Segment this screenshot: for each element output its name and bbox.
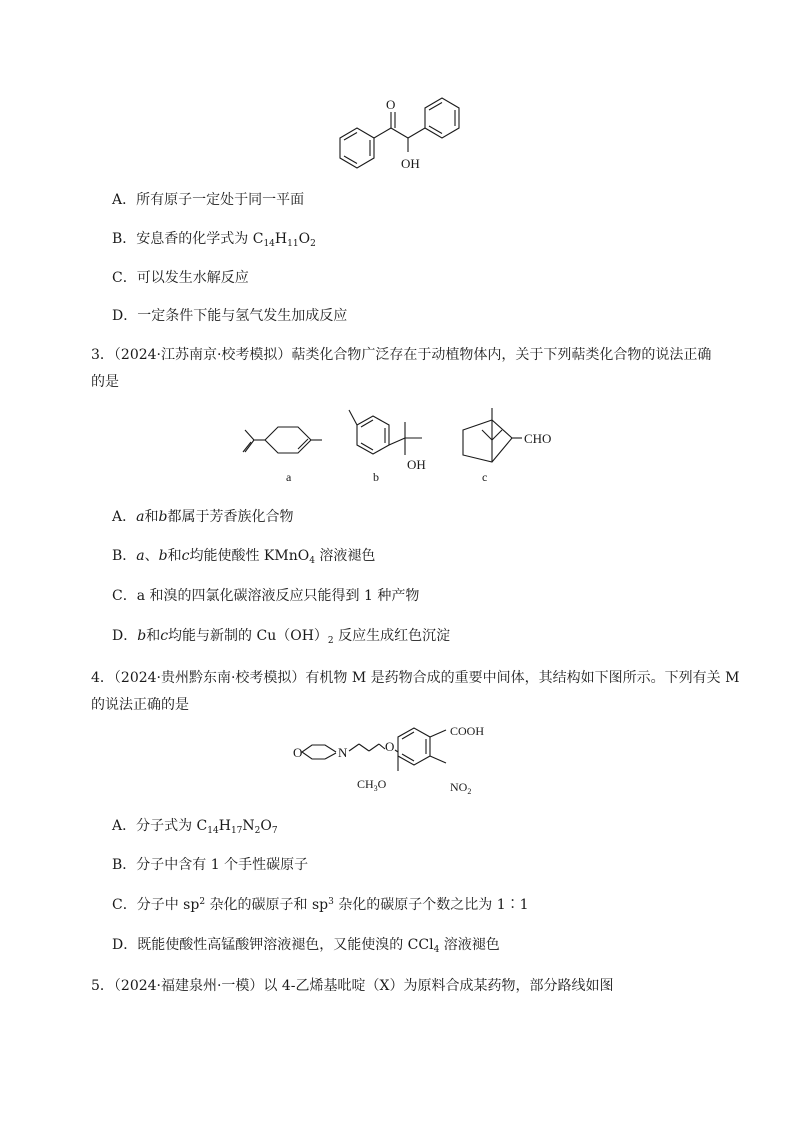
q3-stem-line2: 的是 [91, 374, 119, 390]
q5-stem: 5．（2024·福建泉州·一模）以 4-乙烯基吡啶（X）为原料合成某药物，部分路线如图 [91, 978, 614, 994]
q4-option-a: A．分子式为 $C_{14}H_{17}N_2O_7$ [112, 818, 278, 836]
cooh-label: COOH [450, 724, 485, 738]
q4-option-b: B．分子中含有 1 个手性碳原子 [112, 857, 309, 873]
morpholine-o-label: O [293, 745, 303, 760]
q3-option-d: D．b和c均能与新制的 $Cu(OH)_2$ 反应生成红色沉淀 [112, 628, 451, 646]
carbonyl-o-label: O [386, 97, 396, 112]
q3-stem-line1: 3．（2024·江苏南京·校考模拟）萜类化合物广泛存在于动植物体内，关于下列萜类化合物的说法正确 [91, 347, 712, 363]
q3-option-b: B．a、b和c均能使酸性 KMnO$_4$ 溶液褪色 [112, 548, 376, 566]
terpene-b-oh-label: OH [407, 457, 426, 472]
terpene-a-label: a [286, 470, 292, 484]
terpene-c-cho-label: CHO [524, 431, 552, 446]
q4-stem-line2: 的说法正确的是 [91, 697, 189, 713]
q4-option-c: C．分子中 $sp^2$ 杂化的碳原子和 $sp^3$ 杂化的碳原子个数之比为 1∶1 [112, 897, 529, 913]
terpene-b-label: b [373, 470, 379, 484]
och3-label: $CH_3O$ [357, 777, 387, 793]
q2-option-b: B．安息香的化学式为 $C_{14}H_{11}O_2$ [112, 231, 316, 249]
q2-option-d: D．一定条件下能与氢气发生加成反应 [112, 308, 348, 324]
morpholine-n-label: N [338, 745, 348, 760]
q3-option-c: C．a 和溴的四氯化碳溶液反应只能得到 1 种产物 [112, 588, 420, 604]
q3-option-a: A．a和b都属于芳香族化合物 [112, 509, 294, 525]
q4-option-d: D．既能使酸性高锰酸钾溶液褪色，又能使溴的 CCl$_4$ 溶液褪色 [112, 937, 500, 955]
terpene-c-label: c [482, 470, 488, 484]
ether-o-label: O [385, 739, 395, 754]
q2-option-c: C．可以发生水解反应 [112, 270, 249, 286]
no2-label: $NO_2$ [450, 780, 472, 796]
hydroxyl-label: OH [401, 156, 420, 171]
q4-stem-line1: 4．（2024·贵州黔东南·校考模拟）有机物 M 是药物合成的重要中间体，其结构如下图所示。下列有关 M [91, 670, 740, 686]
q2-option-a: A．所有原子一定处于同一平面 [112, 192, 305, 208]
